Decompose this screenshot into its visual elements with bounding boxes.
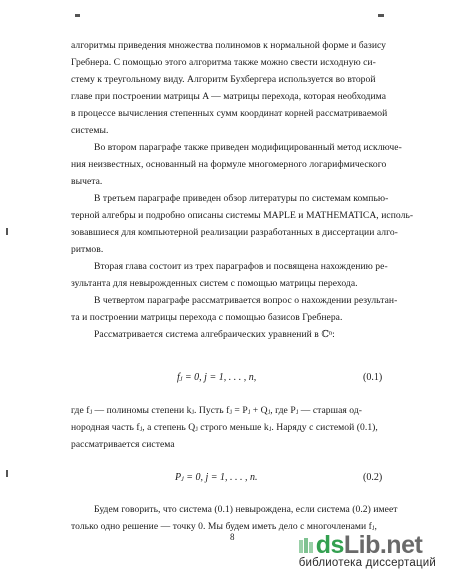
text-line: нородная часть fⱼ, а степень Qⱼ строго меньше kⱼ. Наряду с системой (0.1), <box>71 422 378 433</box>
top-mark-left <box>75 14 80 17</box>
watermark-brand-ds: ds <box>315 531 344 559</box>
page-number: 8 <box>230 532 235 542</box>
text-line: Вторая глава состоит из трех параграфов и посвящена нахождению ре- <box>94 261 388 272</box>
text-line: Рассматривается система алгебраических уравнений в ℂⁿ: <box>94 329 335 340</box>
equation-0-2: Pⱼ = 0, j = 1, . . . , n. <box>175 472 258 483</box>
watermark-logo <box>299 531 436 560</box>
text-line: вычета. <box>71 176 103 187</box>
watermark-tagline: библиотека диссертаций <box>298 557 436 569</box>
text-line: В третьем параграфе приведен обзор литературы по системам компью- <box>94 193 389 204</box>
watermark <box>299 531 436 569</box>
text-line: системы. <box>71 125 109 136</box>
text-line: рассматривается система <box>71 439 175 450</box>
text-line: та и построении матрицы перехода с помощью базисов Гребнера. <box>71 312 343 323</box>
top-mark-right <box>378 14 384 17</box>
text-line: терной алгебры и подробно описаны системы MAPLE и MATHEMATICA, исполь- <box>71 210 414 221</box>
text-line: главе при построении матрицы A — матрицы перехода, которая необходима <box>71 91 387 102</box>
equation-number: (0.1) <box>363 372 383 383</box>
text-line: Будем говорить, что система (0.1) невырождена, если система (0.2) имеет <box>94 504 398 515</box>
text-line: где fⱼ — полиномы степени kⱼ. Пусть fⱼ = Pⱼ + Qⱼ, где Pⱼ — старшая од- <box>71 405 363 416</box>
text-line: алгоритмы приведения множества полиномов к нормальной форме и базису <box>71 40 387 51</box>
text-line: В четвертом параграфе рассматривается вопрос о нахождении результан- <box>94 295 398 306</box>
margin-mark-left <box>6 228 8 235</box>
books-icon <box>299 538 313 554</box>
text-line: ния неизвестных, основанный на формуле многомерного логарифмического <box>71 159 387 170</box>
text-line: зовавшиеся для компьютерной реализации разработанных в диссертации алго- <box>71 227 398 238</box>
watermark-brand-lib: Lib.net <box>343 531 423 559</box>
margin-mark-left <box>6 470 8 477</box>
text-line: Во втором параграфе также приведен модифицированный метод исключе- <box>94 142 402 153</box>
text-line: только одно решение — точку 0. Мы будем иметь дело с многочленами fⱼ, <box>71 521 377 532</box>
text-line: Гребнера. С помощью этого алгоритма также можно свести исходную си- <box>71 57 376 68</box>
equation-number: (0.2) <box>363 472 383 483</box>
text-line: зультанта для невырожденных систем с помощью матрицы перехода. <box>71 278 358 289</box>
text-line: в процессе вычисления степенных сумм координат корней рассматриваемой <box>71 108 388 119</box>
text-line: стему к треугольному виду. Алгоритм Бухбергера используется во второй <box>71 74 376 85</box>
text-line: ритмов. <box>71 244 104 255</box>
equation-0-1: fⱼ = 0, j = 1, . . . , n, <box>177 372 257 383</box>
